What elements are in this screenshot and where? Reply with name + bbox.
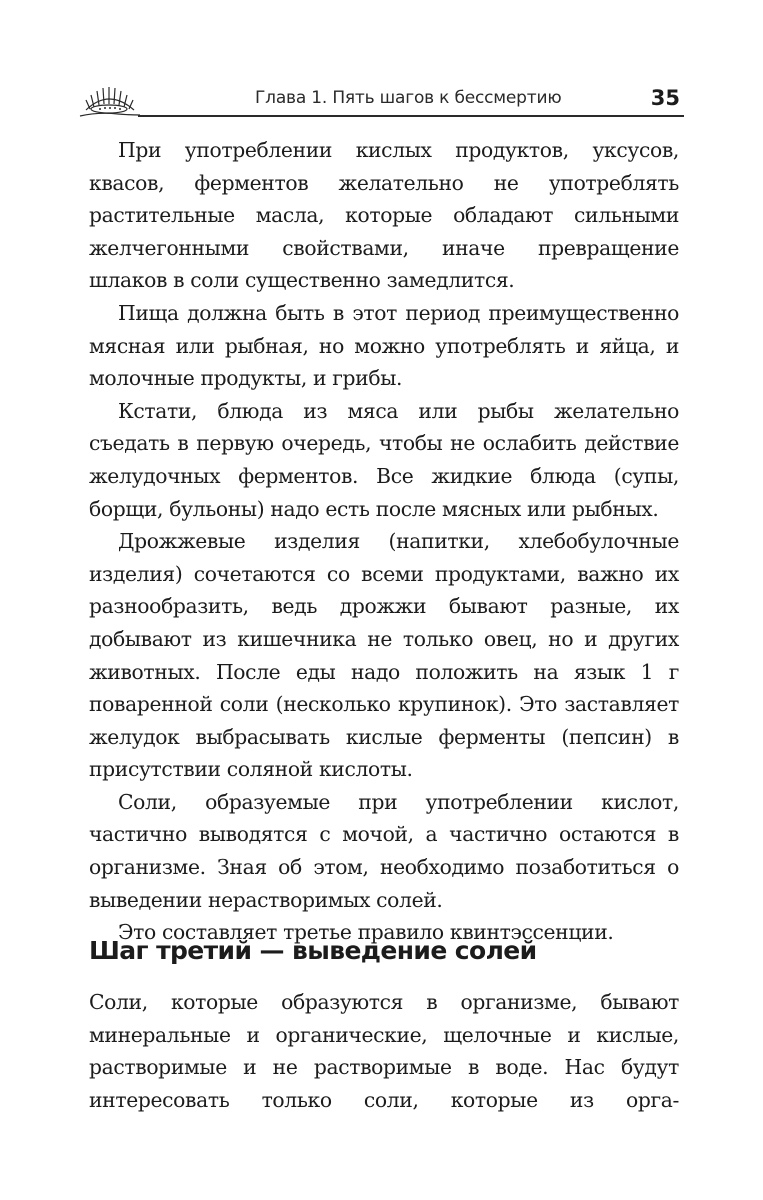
paragraph: Соли, образуемые при употреблении кислот, частично выводятся с мочой, а частично остаются в организме. Зная об этом, необходимо позаботиться о выведении нерастворимых солей. [89,789,679,912]
page-header [78,78,684,122]
paragraph: При употреблении кислых продуктов, уксусов, квасов, ферментов желательно не употреблять растительные масла, которые обладают сильными желчегонными свойствами, иначе превращение шлаков в соли существенно замедлится. [89,138,679,293]
section-text [89,986,679,1116]
body-text [89,134,679,949]
page-number: 35 [650,86,680,110]
sunflower-ornament-icon [78,78,140,122]
header-rule [138,115,684,117]
paragraph: Кстати, блюда из мяса или рыбы желательно съедать в первую очередь, чтобы не ослабить действие желудочных ферментов. Все жидкие блюда (супы, борщи, бульоны) надо есть после мясных или рыбных. [89,398,679,521]
paragraph: Это составляет третье правило квинтэссенции. [118,920,614,945]
paragraph: Соли, которые образуются в организме, бывают минеральные и органические, щелочные и кислые, растворимые и не растворимые в воде. Нас будут интересовать только соли, которые из орга- [89,990,679,1112]
section-heading: Шаг третий — выведение солей [89,936,537,965]
running-head: Глава 1. Пять шагов к бессмертию [255,88,562,108]
paragraph: Дрожжевые изделия (напитки, хлебобулочные изделия) сочетаются со всеми продуктами, важно их разнообразить, ведь дрожжи бывают разные, их добывают из кишечника не только овец, но и других животных. После еды надо положить на язык 1 г поваренной соли (несколько крупинок). Это заставляет желудок выбрасывать кислые ферменты (пепсин) в присутствии соляной кислоты. [89,529,679,782]
paragraph: Пища должна быть в этот период преимущественно мясная или рыбная, но можно употреблять и яйца, и молочные продукты, и грибы. [89,300,679,391]
